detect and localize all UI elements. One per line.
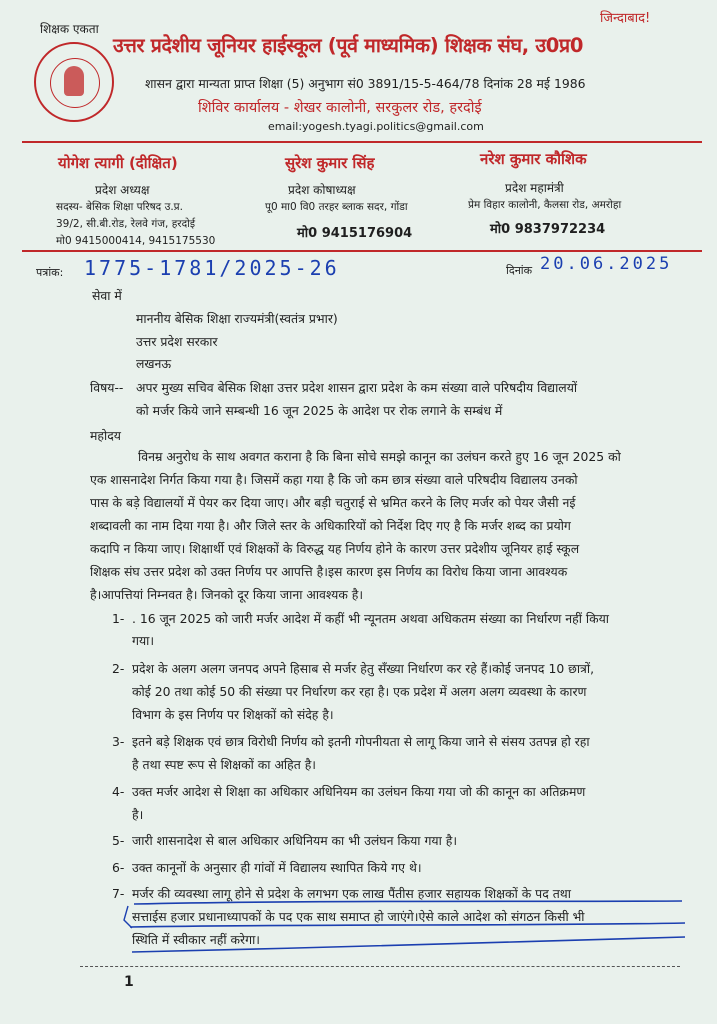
official-title-1: प्रदेश अध्यक्ष [95,183,150,197]
point-number: 1- [112,611,125,626]
official-title-3: प्रदेश महामंत्री [505,181,564,195]
body-line: शिक्षक संघ उत्तर प्रदेश को उक्त निर्णय पर आपत्ति है।इस कारण इस निर्णय का विरोध किया जाना आवश्यक [90,564,568,579]
point-line: कोई 20 तथा कोई 50 की संख्या पर निर्धारण कर रहा है। एक प्रदेश में अलग अलग व्यवस्था के कारण [132,684,587,699]
official-line1-2: पू0 मा0 वि0 तरहर ब्लाक सदर, गोंडा [265,201,408,213]
subject-label: विषय-- [90,380,124,395]
point-line: गया। [132,633,155,648]
body-line: पास के बड़े विद्यालयों में पेयर कर दिया जाए। और बड़ी चतुराई से भ्रमित करने के लिए मर्जर को पेयर जैसी नई [90,495,576,510]
point-line: विभाग के इस निर्णय पर शिक्षकों को संदेह है। [132,707,334,722]
official-line2-1: 39/2, सी.बी.रोड, रेलवे गंज, हरदोई [56,218,196,230]
point-number: 6- [112,860,125,875]
address-to: सेवा में [92,288,122,303]
official-name-3: नरेश कुमार कौशिक [480,150,587,168]
point-line: है तथा स्पष्ट रूप से शिक्षकों का अहित है। [132,757,316,772]
address-line-2: उत्तर प्रदेश सरकार [136,334,218,349]
header-rule-bottom [22,250,702,252]
point-line: मर्जर की व्यवस्था लागू होने से प्रदेश के लगभग एक लाख पैंतीस हजार सहायक शिक्षकों के पद तथा [132,886,571,901]
ref-number: 1775-1781/2025-26 [84,256,340,280]
handwritten-underline [110,880,710,960]
official-name-2: सुरेश कुमार सिंह [285,154,375,172]
email-address: email:yogesh.tyagi.politics@gmail.com [268,120,484,133]
official-phone-3: मो0 9837972234 [490,222,606,237]
point-line: स्थिति में स्वीकार नहीं करेगा। [132,932,260,947]
point-line: जारी शासनादेश से बाल अधिकार अधिनियम का भी उलंघन किया गया है। [132,833,458,848]
letterhead-slogan: जिन्दाबाद! [600,11,651,26]
point-number: 3- [112,734,125,749]
body-line: विनम्र अनुरोध के साथ अवगत कराना है कि बिना सोचे समझे कानून का उलंघन करते हुए 16 जून 2025 को [138,449,621,464]
greeting: महोदय [90,428,121,443]
address-line-3: लखनऊ [136,356,172,371]
body-line: एक शासनादेश निर्गत किया गया है। जिसमें कहा गया है कि जो कम छात्र संख्या वाले परिषदीय विद्यालय उनको [90,472,578,487]
point-line: सत्ताईस हजार प्रधानाध्यापकों के पद एक साथ समाप्त हो जाएंगे।ऐसे काले आदेश को संगठन किसी भी [132,909,585,924]
letterhead-tagline: शिक्षक एकता [40,22,99,36]
body-line: है।आपत्तियां निम्नवत है। जिनको दूर किया जाना आवश्यक है। [90,587,364,602]
official-phone-1: मो0 9415000414, 9415175530 [56,235,216,247]
point-line: उक्त कानूनों के अनुसार ही गांवों में विद्यालय स्थापित किये गए थे। [132,860,422,875]
page-number: 1 [124,974,134,990]
point-number: 7- [112,886,125,901]
address-line-1: माननीय बेसिक शिक्षा राज्यमंत्री(स्वतंत्र प्रभार) [136,311,338,326]
point-line: उक्त मर्जर आदेश से शिक्षा का अधिकार अधिनियम का उलंघन किया गया जो की कानून का अतिक्रमण [132,784,586,799]
body-line: कदापि न किया जाए। शिक्षार्थी एवं शिक्षकों के विरुद्ध यह निर्णय होने के कारण उत्तर प्रदेशीय जूनियर हाई स्कूल [90,541,580,556]
point-line: . 16 जून 2025 को जारी मर्जर आदेश में कहीं भी न्यूनतम अथवा अधिकतम संख्या का निर्धारण नहीं किया [132,611,610,626]
point-line: प्रदेश के अलग अलग जनपद अपने हिसाब से मर्जर हेतु सँख्या निर्धारण कर रहे हैं।कोई जनपद 10 छात्रों, [132,661,595,676]
date-label: दिनांक [506,264,533,277]
body-line: शब्दावली का नाम दिया गया है। और जिले स्तर के अधिकारियों को निर्देश दिए गए है कि मर्जर शब्द का प्रयोग [90,518,571,533]
header-rule-top [22,141,702,143]
official-title-2: प्रदेश कोषाध्यक्ष [288,183,356,197]
recognition-line: शासन द्वारा मान्यता प्राप्त शिक्षा (5) अनुभाग सं0 3891/15-5-464/78 दिनांक 28 मई 1986 [145,76,586,91]
point-number: 2- [112,661,125,676]
subject-line-1: अपर मुख्य सचिव बेसिक शिक्षा उत्तर प्रदेश शासन द्वारा प्रदेश के कम संख्या वाले परिषदीय विद्यालयों [136,380,578,395]
official-phone-2: मो0 9415176904 [297,226,413,241]
point-number: 4- [112,784,125,799]
footer-rule [80,966,680,967]
camp-office: शिविर कार्यालय - शेखर कालोनी, सरकुलर रोड, हरदोई [198,100,482,116]
org-name: उत्तर प्रदेशीय जूनियर हाईस्कूल (पूर्व माध्यमिक) शिक्षक संघ, उ0प्र0 [113,34,584,57]
ref-label: पत्रांक: [36,266,64,279]
organization-seal [34,42,114,122]
point-number: 5- [112,833,125,848]
official-line1-3: प्रेम विहार कालोनी, कैलसा रोड, अमरोहा [468,199,622,211]
date-value: 20.06.2025 [540,254,673,274]
point-line: है। [132,807,144,822]
subject-line-2: को मर्जर किये जाने सम्बन्धी 16 जून 2025 के आदेश पर रोक लगाने के सम्बंध में [136,403,503,418]
point-line: इतने बड़े शिक्षक एवं छात्र विरोधी निर्णय को इतनी गोपनीयता से लागू किया जाने से संसय उतपन्न हो रहा [132,734,590,749]
official-name-1: योगेश त्यागी (दीक्षित) [58,154,178,172]
official-line1-1: सदस्य- बेसिक शिक्षा परिषद उ.प्र. [56,201,183,213]
